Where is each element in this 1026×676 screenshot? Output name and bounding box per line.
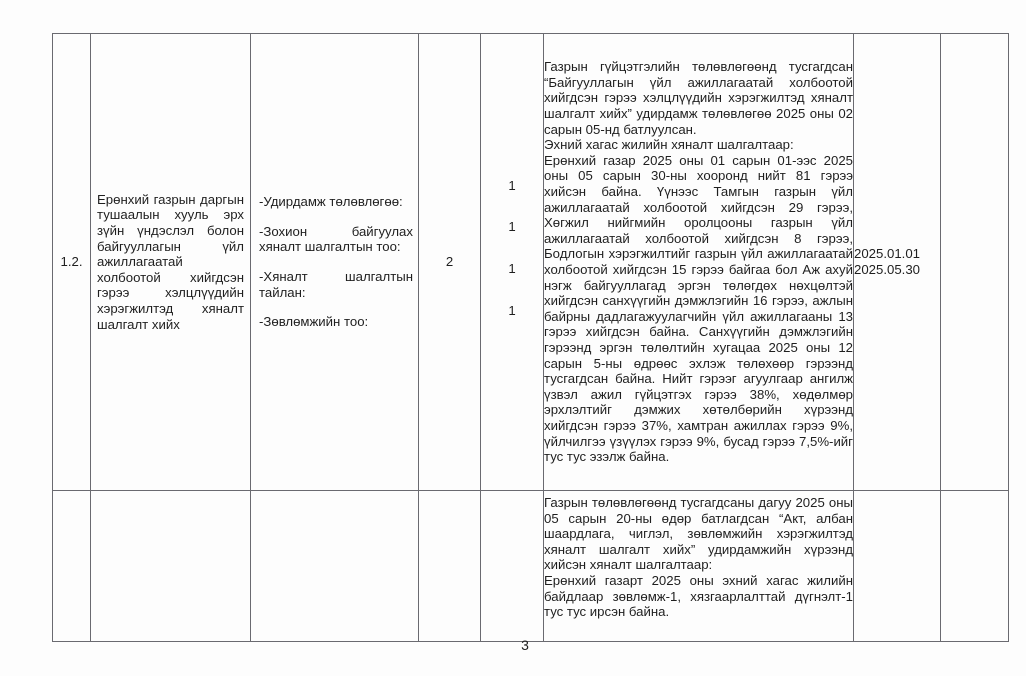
date-cell (854, 34, 941, 491)
indicators-cell (251, 491, 419, 642)
row-number (53, 491, 91, 642)
task-description: Ерөнхий газрын даргын тушаалын хууль эрх зүйн үндэслэл болон байгууллагын үйл ажиллагаатай холбоотой хийгдсэн гэрээ хэлцлүүдийн хэрэгжилтэд хяналт шалгалт хийх (97, 191, 244, 332)
performance-paragraph: Ерөнхий газарт 2025 оны эхний хагас жилийн байдлаар зөвлөмж-1, хязгаарлалттай дүгнэлт-1 тус тус ирсэн байна. (544, 572, 853, 620)
date-start: 2025.01.01 (854, 246, 921, 262)
table-row (53, 491, 1009, 642)
date-cell (854, 491, 941, 642)
task-cell (91, 34, 251, 491)
targets-cell (481, 34, 544, 491)
row-number: 1.2. (53, 34, 91, 491)
baseline-value (419, 491, 481, 642)
performance-paragraph: Ерөнхий газар 2025 оны 01 сарын 01-ээс 2025 оны 05 сарын 30-ны хооронд нийт 81 гэрээ хийсэн байна. Үүнээс Тамгын газрын үйл ажиллагаатай холбоотой хийгдсэн 29 гэрээ, Хөгжил нийгмийн оролцооны газрын үйл ажиллагаатай холбоотой хийгдсэн 8 гэрээ, Бодлогын хэрэгжилтийг газрын үйл ажиллагаатай холбоотой хийгдсэн 15 гэрээ байгаа бол Аж ахуй нэгж байгууллагад эргэн төлөгдөх нөхцөлтэй хийгдсэн санхүүгийн дэмжлэгийн 16 гэрээ, ажлын байрны дадлагажуулагчийн үйл ажиллагааны 13 гэрээ хийгдсэн байна. Санхүүгийн дэмжлэгийн гэрээнд эргэн төлөлтийн хугацаа 2025 оны 12 сарын 5-ны өдрөөс эхлэж төлөхөөр гэрээнд тусгагдсан байна. Нийт гэрээг агуулгаар ангилж үзвэл ажил гүйцэтгэх гэрээ 38%, хөдөлмөр эрхлэлтийг дэмжих хөтөлбөрийн хүрээнд хийгдсэн гэрээ 37%, хамтран ажиллах гэрээ 9%, үйлчилгээ үзүүлэх гэрээ 9%, бусад гэрээ 7,5%-ийг тус тус эзэлж байна. (544, 152, 853, 465)
performance-cell (544, 34, 854, 491)
date-end: 2025.05.30 (854, 262, 921, 277)
report-table (52, 33, 1009, 642)
indicator-item: -Зөвлөмжийн тоо: (259, 314, 369, 330)
score-cell (941, 34, 1009, 491)
performance-paragraph: Эхний хагас жилийн хяналт шалгалтаар: (544, 137, 794, 153)
score-cell (941, 491, 1009, 642)
target-value: 1 (508, 177, 516, 193)
target-value: 1 (508, 219, 516, 235)
targets-cell (481, 491, 544, 642)
target-value: 1 (508, 261, 516, 276)
indicator-item: -Хяналт шалгалтын тайлан: (259, 269, 413, 300)
baseline-value: 2 (419, 34, 481, 491)
target-value: 1 (508, 302, 516, 318)
indicator-item: -Зохион байгуулах хяналт шалгалтын тоо: (259, 223, 413, 255)
task-cell (91, 491, 251, 642)
indicators-cell (251, 34, 419, 491)
page-number: 3 (521, 637, 529, 653)
table-row (53, 34, 1009, 491)
performance-paragraph: Газрын гүйцэтгэлийн төлөвлөгөөнд тусгагдсан “Байгууллагын үйл ажиллагаатай холбоотой хийгдсэн гэрээ хэлцлүүдийн хэрэгжилтэд хяналт шалгалт хийх” удирдамж төлөвлөгөө 2025 оны 02 сарын 05-нд батлуулсан. (544, 59, 853, 137)
performance-paragraph: Газрын төлөвлөгөөнд тусгагдсаны дагуу 2025 оны 05 сарын 20-ны өдөр батлагдсан “Акт, албан шаардлага, чиглэл, зөвлөмжийн хэрэгжилтэд хяналт шалгалт хийх” удирдамжийн хүрээнд хийсэн хяналт шалгалтаар: (544, 495, 853, 573)
indicator-item: -Удирдамж төлөвлөгөө: (259, 194, 403, 210)
performance-cell (544, 491, 854, 642)
